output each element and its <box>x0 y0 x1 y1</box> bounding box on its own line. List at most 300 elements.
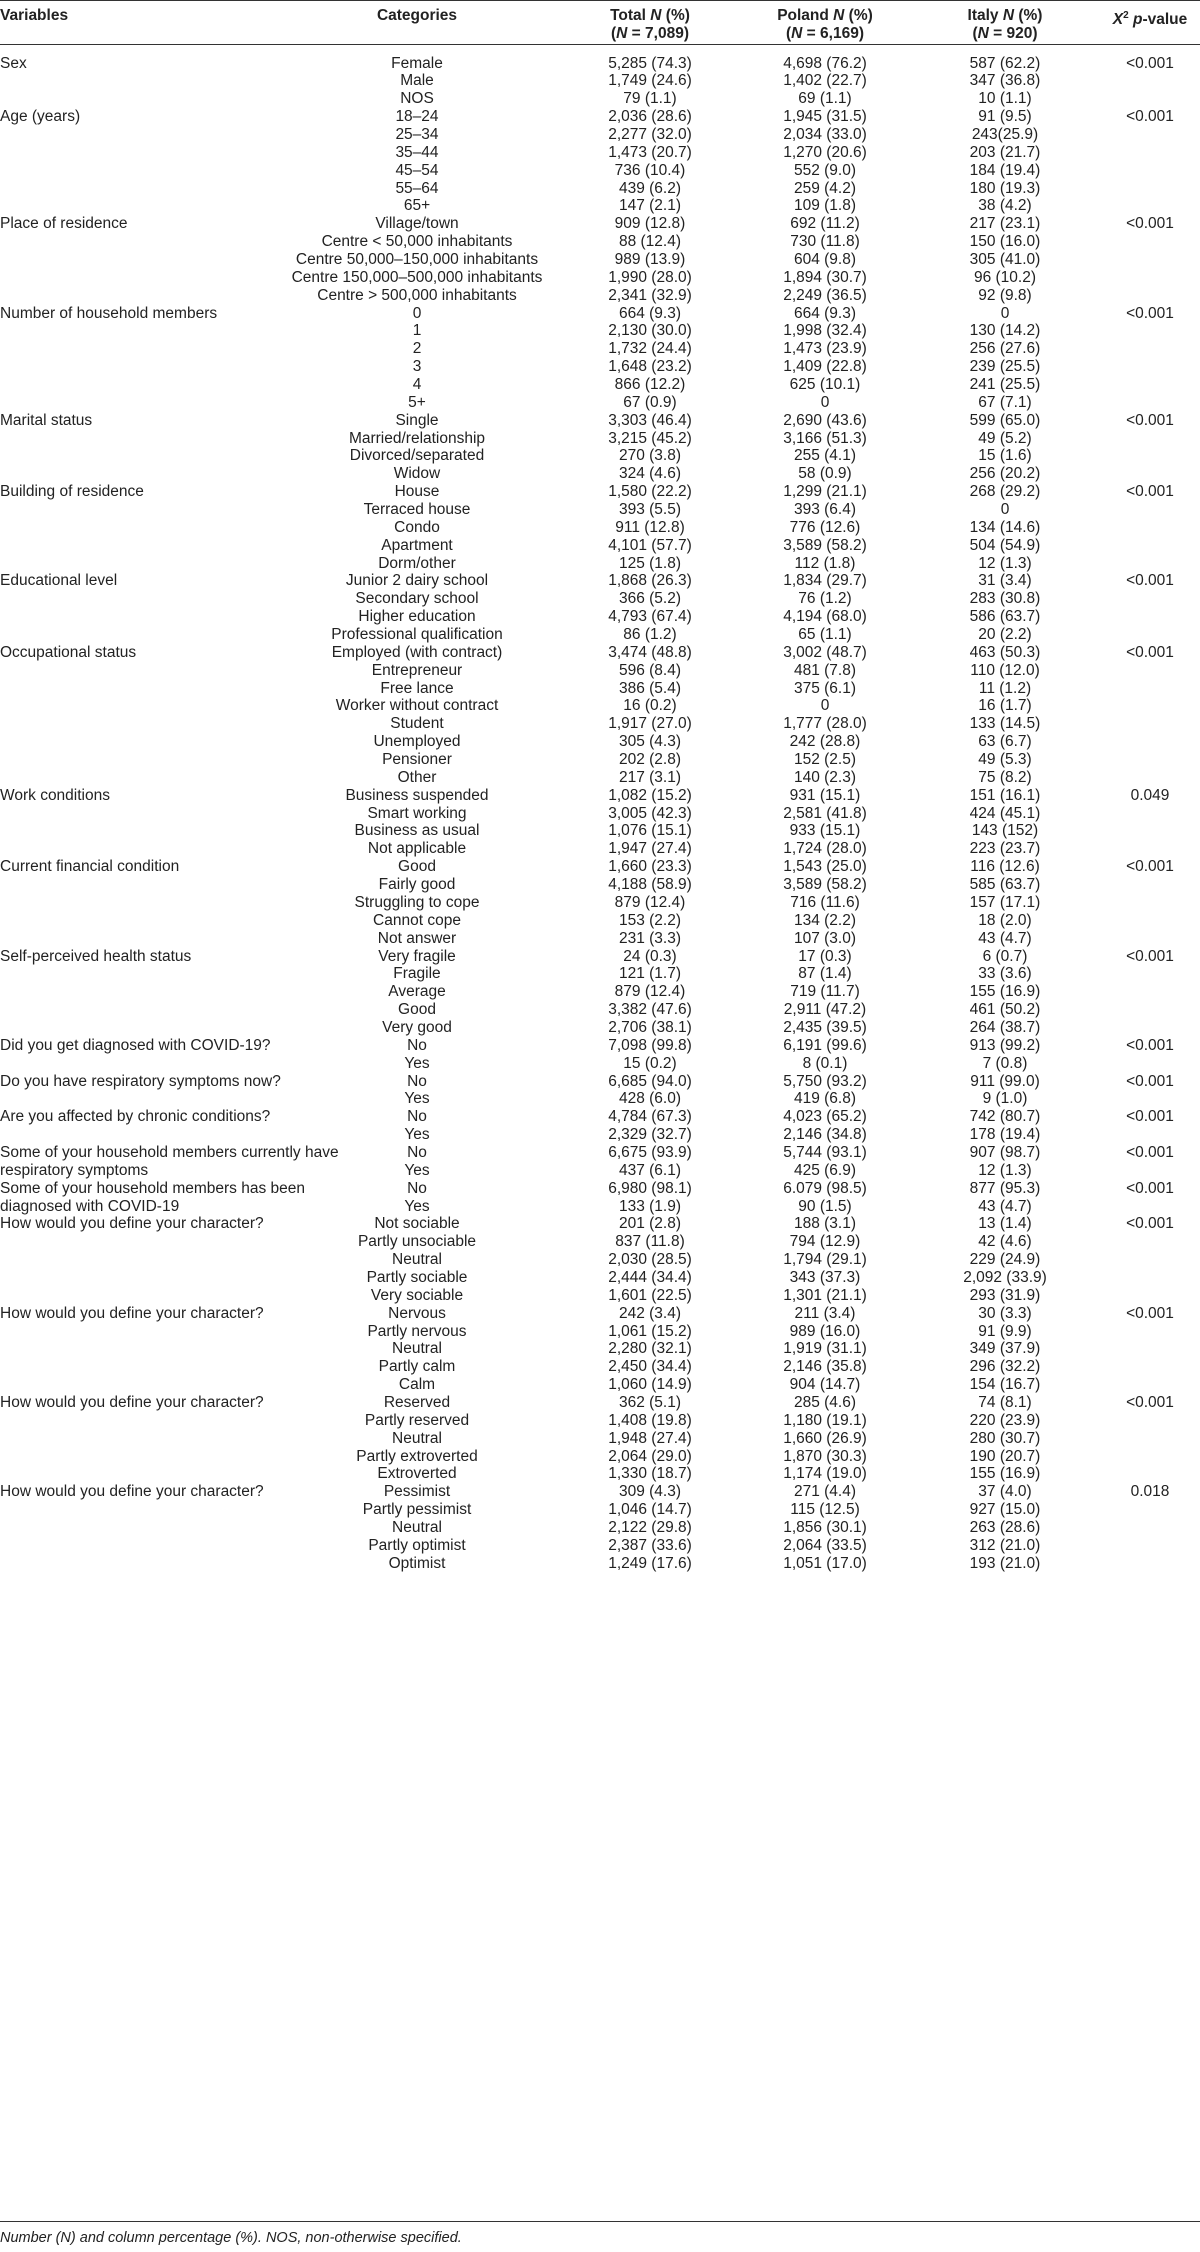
category-cell: Neutral <box>392 1429 442 1447</box>
poland-cell: 2,034 (33.0) <box>783 125 867 143</box>
total-cell: 1,868 (26.3) <box>608 572 692 590</box>
total-cell: 1,408 (19.8) <box>608 1411 692 1429</box>
total-cell: 2,130 (30.0) <box>608 322 692 340</box>
italy-cell: 143 (152) <box>971 822 1039 840</box>
total-cell: 125 (1.8) <box>618 554 682 572</box>
total-cell: 2,329 (32.7) <box>608 1126 692 1144</box>
variable-name: How would you define your character? <box>0 1483 264 1501</box>
poland-cell: 134 (2.2) <box>793 911 857 929</box>
italy-cell: 585 (63.7) <box>969 876 1041 894</box>
total-cell: 2,122 (29.8) <box>608 1519 692 1537</box>
category-cell: Professional qualification <box>331 626 503 644</box>
italy-cell: 0 <box>1000 501 1010 518</box>
total-cell: 6,675 (93.9) <box>608 1143 692 1161</box>
category-cell: Student <box>390 715 444 733</box>
category-cell: Fairly good <box>378 876 456 894</box>
variable-name: How would you define your character? <box>0 1394 264 1411</box>
variable-name: Age (years) <box>0 108 81 126</box>
italy-cell: 150 (16.0) <box>969 233 1041 251</box>
header-categories: Categories <box>376 7 458 24</box>
header-total-n: N <box>650 7 662 24</box>
italy-cell: 243(25.9) <box>971 125 1039 143</box>
italy-cell: 130 (14.2) <box>969 322 1041 340</box>
total-cell: 1,249 (17.6) <box>608 1554 692 1572</box>
table-top-rule <box>0 0 1200 1</box>
category-cell: No <box>407 1179 427 1197</box>
poland-cell: 425 (6.9) <box>793 1161 857 1179</box>
total-cell: 1,660 (23.3) <box>608 858 692 876</box>
variable-name: Building of residence <box>0 483 144 501</box>
category-cell: Other <box>397 768 437 786</box>
p-value: <0.001 <box>1126 643 1174 661</box>
poland-cell: 794 (12.9) <box>789 1233 861 1251</box>
category-cell: Partly unsociable <box>357 1233 477 1251</box>
italy-cell: 43 (4.7) <box>978 1197 1032 1215</box>
italy-cell: 296 (32.2) <box>969 1358 1041 1376</box>
p-value: <0.001 <box>1126 108 1174 126</box>
category-cell: Very sociable <box>370 1286 464 1304</box>
poland-cell: 1,724 (28.0) <box>783 840 867 858</box>
poland-cell: 90 (1.5) <box>798 1197 852 1215</box>
italy-cell: 193 (21.0) <box>969 1554 1041 1572</box>
italy-cell: 293 (31.9) <box>969 1286 1041 1304</box>
poland-cell: 1,660 (26.9) <box>783 1429 867 1447</box>
header-bottom-rule <box>0 44 1200 45</box>
italy-cell: 2,092 (33.9) <box>963 1268 1047 1286</box>
header-total-count: = 7,089) <box>627 25 689 42</box>
poland-cell: 107 (3.0) <box>793 929 857 947</box>
category-cell: Partly nervous <box>367 1322 467 1340</box>
italy-cell: 154 (16.7) <box>969 1376 1041 1394</box>
header-italy-open: ( <box>972 25 978 42</box>
category-cell: Divorced/separated <box>349 447 485 465</box>
poland-cell: 552 (9.0) <box>793 161 857 179</box>
italy-cell: 96 (10.2) <box>973 268 1037 286</box>
total-cell: 2,387 (33.6) <box>608 1536 692 1554</box>
total-cell: 4,784 (67.3) <box>608 1108 692 1126</box>
total-cell: 231 (3.3) <box>618 929 682 947</box>
italy-cell: 256 (20.2) <box>969 465 1041 483</box>
poland-cell: 211 (3.4) <box>794 1304 856 1322</box>
poland-cell: 255 (4.1) <box>793 447 857 465</box>
p-value: <0.001 <box>1126 1394 1174 1411</box>
poland-cell: 2,581 (41.8) <box>783 804 867 822</box>
poland-cell: 419 (6.8) <box>793 1090 857 1108</box>
category-cell: Smart working <box>367 804 467 822</box>
total-cell: 16 (0.2) <box>623 697 677 715</box>
category-cell: Reserved <box>383 1394 451 1411</box>
category-cell: Optimist <box>388 1554 446 1572</box>
header-poland-n: N <box>833 7 845 24</box>
header-poland <box>745 7 905 43</box>
italy-cell: 155 (16.9) <box>969 1465 1041 1483</box>
italy-cell: 11 (1.2) <box>978 679 1032 697</box>
italy-cell: 184 (19.4) <box>969 161 1041 179</box>
category-cell: 2 <box>412 340 422 358</box>
italy-cell: 280 (30.7) <box>969 1429 1041 1447</box>
italy-cell: 18 (2.0) <box>978 911 1032 929</box>
total-cell: 2,706 (38.1) <box>608 1018 692 1036</box>
category-cell: Entrepreneur <box>371 661 463 679</box>
category-cell: Yes <box>404 1126 430 1144</box>
total-cell: 3,215 (45.2) <box>608 429 692 447</box>
category-cell: Terraced house <box>363 501 471 518</box>
total-cell: 1,580 (22.2) <box>608 483 692 501</box>
category-cell: 1 <box>412 322 422 340</box>
p-value: 0.049 <box>1130 786 1170 804</box>
italy-cell: 283 (30.8) <box>969 590 1041 608</box>
poland-cell: 664 (9.3) <box>793 304 857 322</box>
total-cell: 201 (2.8) <box>618 1215 682 1233</box>
header-poland-count: = 6,169) <box>802 25 864 42</box>
variable-name: Marital status <box>0 411 93 429</box>
total-cell: 7,098 (99.8) <box>608 1036 692 1054</box>
category-cell: Partly sociable <box>366 1268 468 1286</box>
category-cell: Not sociable <box>374 1215 460 1233</box>
category-cell: Secondary school <box>355 590 479 608</box>
category-cell: Pensioner <box>382 751 452 769</box>
italy-cell: 155 (16.9) <box>969 983 1041 1001</box>
poland-cell: 730 (11.8) <box>790 233 860 251</box>
poland-cell: 242 (28.8) <box>789 733 861 751</box>
category-cell: 45–54 <box>395 161 439 179</box>
category-cell: 25–34 <box>395 125 439 143</box>
category-cell: Centre < 50,000 inhabitants <box>321 233 513 251</box>
italy-cell: 256 (27.6) <box>969 340 1041 358</box>
poland-cell: 375 (6.1) <box>793 679 857 697</box>
category-cell: Very fragile <box>378 947 456 965</box>
category-cell: 55–64 <box>395 179 439 197</box>
italy-cell: 220 (23.9) <box>969 1411 1041 1429</box>
total-cell: 202 (2.8) <box>618 751 682 769</box>
header-poland-n2: N <box>791 25 803 42</box>
italy-cell: 15 (1.6) <box>978 447 1032 465</box>
poland-cell: 1,777 (28.0) <box>783 715 867 733</box>
poland-cell: 5,750 (93.2) <box>783 1072 867 1090</box>
category-cell: Centre 50,000–150,000 inhabitants <box>295 250 539 268</box>
poland-cell: 6,191 (99.6) <box>783 1036 867 1054</box>
poland-cell: 115 (12.5) <box>790 1501 860 1519</box>
category-cell: Widow <box>393 465 441 483</box>
category-cell: 18–24 <box>395 108 439 126</box>
poland-cell: 481 (7.8) <box>793 661 857 679</box>
italy-cell: 75 (8.2) <box>978 768 1032 786</box>
header-chi-sup: 2 <box>1123 10 1129 21</box>
poland-cell: 343 (37.3) <box>789 1268 861 1286</box>
poland-cell: 2,064 (33.5) <box>783 1536 867 1554</box>
total-cell: 1,060 (14.9) <box>608 1376 692 1394</box>
category-cell: Centre 150,000–500,000 inhabitants <box>291 268 543 286</box>
poland-cell: 1,270 (20.6) <box>783 143 867 161</box>
poland-cell: 271 (4.4) <box>793 1483 857 1501</box>
category-cell: Village/town <box>375 215 459 233</box>
p-value: <0.001 <box>1126 483 1174 501</box>
poland-cell: 1,174 (19.0) <box>783 1465 867 1483</box>
category-cell: Partly optimist <box>368 1536 466 1554</box>
variable-name: How would you define your character? <box>0 1215 264 1233</box>
total-cell: 428 (6.0) <box>618 1090 682 1108</box>
category-cell: Unemployed <box>373 733 461 751</box>
total-cell: 366 (5.2) <box>618 590 682 608</box>
p-value: <0.001 <box>1126 304 1174 322</box>
poland-cell: 2,146 (35.8) <box>783 1358 867 1376</box>
italy-cell: 49 (5.3) <box>978 751 1032 769</box>
variable-name: diagnosed with COVID-19 <box>0 1197 180 1215</box>
total-cell: 1,061 (15.2) <box>608 1322 692 1340</box>
p-value: <0.001 <box>1126 411 1174 429</box>
total-cell: 309 (4.3) <box>618 1483 682 1501</box>
total-cell: 2,341 (32.9) <box>608 286 692 304</box>
poland-cell: 1,998 (32.4) <box>783 322 867 340</box>
poland-cell: 2,249 (36.5) <box>783 286 867 304</box>
poland-cell: 4,698 (76.2) <box>783 54 867 72</box>
poland-cell: 716 (11.6) <box>790 893 860 911</box>
variable-name: Place of residence <box>0 215 128 233</box>
total-cell: 3,005 (42.3) <box>608 804 692 822</box>
header-chi-x: X <box>1112 11 1124 29</box>
poland-cell: 931 (15.1) <box>789 786 861 804</box>
table-footnote: Number (N) and column percentage (%). NOS, non-otherwise specified. <box>0 2230 462 2246</box>
italy-cell: 157 (17.1) <box>969 893 1041 911</box>
total-cell: 362 (5.1) <box>618 1394 682 1411</box>
total-cell: 866 (12.2) <box>614 375 686 393</box>
italy-cell: 30 (3.3) <box>978 1304 1032 1322</box>
poland-cell: 1,894 (30.7) <box>783 268 867 286</box>
total-cell: 879 (12.4) <box>614 983 686 1001</box>
poland-cell: 65 (1.1) <box>798 626 852 644</box>
total-cell: 1,330 (18.7) <box>608 1465 692 1483</box>
italy-cell: 63 (6.7) <box>978 733 1032 751</box>
italy-cell: 74 (8.1) <box>978 1394 1032 1411</box>
category-cell: Female <box>391 54 443 72</box>
total-cell: 6,980 (98.1) <box>608 1179 692 1197</box>
variable-name: How would you define your character? <box>0 1304 264 1322</box>
p-value: <0.001 <box>1126 1215 1174 1233</box>
total-cell: 79 (1.1) <box>623 90 677 108</box>
poland-cell: 3,166 (51.3) <box>783 429 867 447</box>
category-cell: Partly reserved <box>364 1411 470 1429</box>
poland-cell: 1,870 (30.3) <box>783 1447 867 1465</box>
poland-cell: 0 <box>820 393 830 411</box>
italy-cell: 461 (50.2) <box>969 1001 1041 1019</box>
total-cell: 305 (4.3) <box>618 733 682 751</box>
variable-name: respiratory symptoms <box>0 1161 149 1179</box>
poland-cell: 2,690 (43.6) <box>783 411 867 429</box>
category-cell: Yes <box>404 1054 430 1072</box>
italy-cell: 586 (63.7) <box>969 608 1041 626</box>
category-cell: 4 <box>412 375 422 393</box>
category-cell: Yes <box>404 1161 430 1179</box>
total-cell: 88 (12.4) <box>618 233 682 251</box>
total-cell: 437 (6.1) <box>618 1161 682 1179</box>
italy-cell: 463 (50.3) <box>969 643 1041 661</box>
poland-cell: 692 (11.2) <box>790 215 860 233</box>
category-cell: Yes <box>404 1090 430 1108</box>
poland-cell: 0 <box>820 697 830 715</box>
poland-cell: 393 (6.4) <box>793 501 857 518</box>
header-poland-pct: (%) <box>844 7 873 24</box>
category-cell: 3 <box>412 358 422 376</box>
header-italy <box>935 7 1075 43</box>
italy-cell: 268 (29.2) <box>969 483 1041 501</box>
total-cell: 911 (12.8) <box>615 518 685 536</box>
poland-cell: 3,002 (48.7) <box>783 643 867 661</box>
category-cell: Cannot cope <box>373 911 461 929</box>
category-cell: Neutral <box>392 1340 442 1358</box>
variable-name: Did you get diagnosed with COVID-19? <box>0 1036 271 1054</box>
italy-cell: 599 (65.0) <box>969 411 1041 429</box>
poland-cell: 1,180 (19.1) <box>783 1411 867 1429</box>
category-cell: Very good <box>382 1018 452 1036</box>
category-cell: Average <box>388 983 446 1001</box>
category-cell: Not answer <box>377 929 457 947</box>
category-cell: 65+ <box>403 197 431 215</box>
variable-name: Sex <box>0 54 27 72</box>
variable-name: Occupational status <box>0 643 137 661</box>
poland-cell: 4,194 (68.0) <box>783 608 867 626</box>
category-cell: Apartment <box>381 536 453 554</box>
category-cell: House <box>394 483 440 501</box>
variable-name: Self-perceived health status <box>0 947 192 965</box>
poland-cell: 109 (1.8) <box>793 197 857 215</box>
header-italy-n: N <box>1002 7 1015 24</box>
p-value: <0.001 <box>1126 54 1174 72</box>
italy-cell: 110 (12.0) <box>970 661 1040 679</box>
italy-cell: 92 (9.8) <box>978 286 1032 304</box>
poland-cell: 719 (11.7) <box>790 983 860 1001</box>
category-cell: Junior 2 dairy school <box>345 572 489 590</box>
total-cell: 909 (12.8) <box>614 215 686 233</box>
poland-cell: 1,409 (22.8) <box>783 358 867 376</box>
total-cell: 1,473 (20.7) <box>608 143 692 161</box>
italy-cell: 263 (28.6) <box>969 1519 1041 1537</box>
header-total <box>580 7 720 43</box>
poland-cell: 112 (1.8) <box>794 554 856 572</box>
total-cell: 270 (3.8) <box>618 447 682 465</box>
italy-cell: 424 (45.1) <box>969 804 1041 822</box>
category-cell: NOS <box>400 90 434 108</box>
header-italy-n2: N <box>977 25 989 42</box>
total-cell: 1,648 (23.2) <box>608 358 692 376</box>
total-cell: 1,601 (22.5) <box>608 1286 692 1304</box>
poland-cell: 76 (1.2) <box>798 590 852 608</box>
poland-cell: 2,435 (39.5) <box>783 1018 867 1036</box>
category-cell: Business suspended <box>345 786 489 804</box>
category-cell: Calm <box>398 1376 436 1394</box>
total-cell: 2,277 (32.0) <box>608 125 692 143</box>
poland-cell: 625 (10.1) <box>789 375 861 393</box>
total-cell: 1,947 (27.4) <box>608 840 692 858</box>
italy-cell: 305 (41.0) <box>969 250 1041 268</box>
p-value: <0.001 <box>1126 1108 1174 1126</box>
category-cell: Centre > 500,000 inhabitants <box>317 286 517 304</box>
italy-cell: 180 (19.3) <box>969 179 1041 197</box>
header-total-label: Total <box>610 7 651 24</box>
total-cell: 15 (0.2) <box>623 1054 677 1072</box>
italy-cell: 91 (9.9) <box>978 1322 1032 1340</box>
total-cell: 3,303 (46.4) <box>608 411 692 429</box>
poland-cell: 5,744 (93.1) <box>783 1143 867 1161</box>
total-cell: 1,732 (24.4) <box>608 340 692 358</box>
category-cell: Neutral <box>392 1519 442 1537</box>
total-cell: 1,948 (27.4) <box>608 1429 692 1447</box>
variable-name: Work conditions <box>0 786 110 804</box>
header-variables: Variables <box>0 7 69 24</box>
total-cell: 1,990 (28.0) <box>608 268 692 286</box>
poland-cell: 604 (9.8) <box>793 250 857 268</box>
total-cell: 2,064 (29.0) <box>608 1447 692 1465</box>
italy-cell: 911 (99.0) <box>970 1072 1040 1090</box>
italy-cell: 9 (1.0) <box>982 1090 1028 1108</box>
category-cell: No <box>407 1108 427 1126</box>
italy-cell: 16 (1.7) <box>978 697 1032 715</box>
variable-name: Some of your household members currently have <box>0 1143 339 1161</box>
poland-cell: 259 (4.2) <box>793 179 857 197</box>
poland-cell: 1,945 (31.5) <box>783 108 867 126</box>
italy-cell: 190 (20.7) <box>969 1447 1041 1465</box>
italy-cell: 264 (38.7) <box>969 1018 1041 1036</box>
header-total-pct: (%) <box>661 7 690 24</box>
total-cell: 1,917 (27.0) <box>608 715 692 733</box>
italy-cell: 927 (15.0) <box>969 1501 1041 1519</box>
p-value: <0.001 <box>1126 572 1174 590</box>
total-cell: 2,444 (34.4) <box>608 1268 692 1286</box>
header-pvalue <box>1100 7 1200 29</box>
italy-cell: 0 <box>1000 304 1010 322</box>
italy-cell: 6 (0.7) <box>982 947 1028 965</box>
italy-cell: 178 (19.4) <box>969 1126 1041 1144</box>
category-cell: 5+ <box>408 393 426 411</box>
italy-cell: 907 (98.7) <box>969 1143 1041 1161</box>
category-cell: Nervous <box>388 1304 446 1322</box>
poland-cell: 69 (1.1) <box>798 90 852 108</box>
italy-cell: 134 (14.6) <box>969 518 1041 536</box>
header-italy-pct: (%) <box>1014 7 1043 24</box>
poland-cell: 3,589 (58.2) <box>783 536 867 554</box>
header-italy-label: Italy <box>967 7 1003 24</box>
p-value: <0.001 <box>1126 215 1174 233</box>
italy-cell: 241 (25.5) <box>969 375 1041 393</box>
category-cell: Male <box>400 72 434 90</box>
category-cell: Fragile <box>393 965 441 983</box>
italy-cell: 12 (1.3) <box>978 1161 1032 1179</box>
total-cell: 2,030 (28.5) <box>608 1251 692 1269</box>
total-cell: 393 (5.5) <box>618 501 682 518</box>
italy-cell: 239 (25.5) <box>969 358 1041 376</box>
variable-name: Current financial condition <box>0 858 180 876</box>
category-cell: Married/relationship <box>348 429 486 447</box>
italy-cell: 217 (23.1) <box>969 215 1041 233</box>
poland-cell: 1,051 (17.0) <box>783 1554 867 1572</box>
p-value: <0.001 <box>1126 1036 1174 1054</box>
italy-cell: 13 (1.4) <box>978 1215 1032 1233</box>
total-cell: 2,450 (34.4) <box>608 1358 692 1376</box>
italy-cell: 347 (36.8) <box>969 72 1041 90</box>
total-cell: 1,749 (24.6) <box>608 72 692 90</box>
italy-cell: 10 (1.1) <box>978 90 1032 108</box>
poland-cell: 904 (14.7) <box>789 1376 861 1394</box>
p-value: <0.001 <box>1126 1179 1174 1197</box>
total-cell: 4,188 (58.9) <box>608 876 692 894</box>
variable-name: Number of household members <box>0 304 218 322</box>
poland-cell: 3,589 (58.2) <box>783 876 867 894</box>
poland-cell: 2,911 (47.2) <box>783 1001 867 1019</box>
header-italy-count: = 920) <box>988 25 1038 42</box>
italy-cell: 349 (37.9) <box>969 1340 1041 1358</box>
poland-cell: 776 (12.6) <box>789 518 861 536</box>
category-cell: Condo <box>394 518 440 536</box>
italy-cell: 742 (80.7) <box>969 1108 1041 1126</box>
